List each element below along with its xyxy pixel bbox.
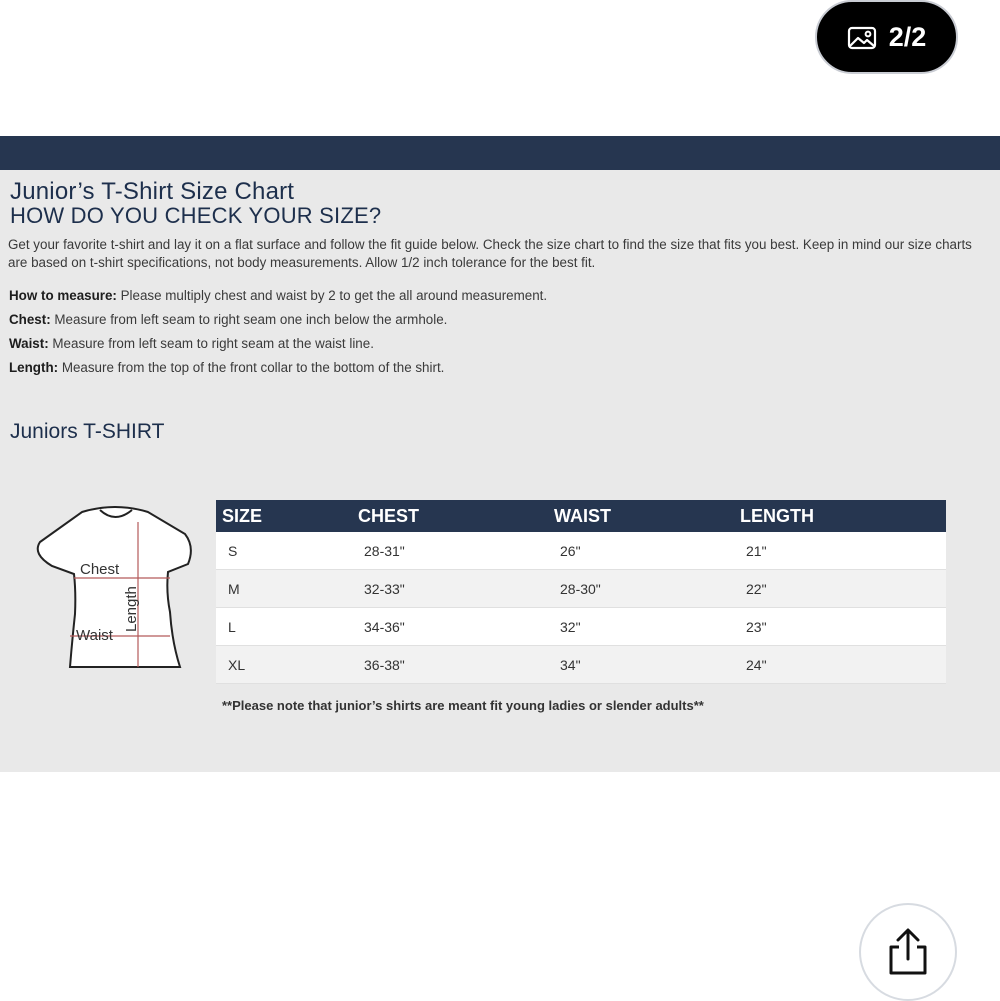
image-counter-text: 2/2 [888,21,927,52]
cell-length: 24" [734,646,946,684]
table-row [216,570,946,608]
cell-chest: 32-33" [352,570,548,608]
waist-label: Waist [76,627,113,644]
measure-instructions [9,284,547,380]
table-header-row [216,500,946,532]
tshirt-diagram [30,502,200,682]
cell-length: 23" [734,608,946,646]
section-title: Juniors T-SHIRT [10,420,165,443]
cell-size: XL [216,646,352,684]
header-bar [0,136,1000,170]
cell-size: M [216,570,352,608]
header-size: SIZE [216,500,352,532]
chart-title: Junior’s T-Shirt Size Chart [10,178,295,205]
header-chest: CHEST [352,500,548,532]
image-counter[interactable] [815,0,958,74]
cell-size: L [216,608,352,646]
table-row [216,532,946,570]
cell-chest: 28-31" [352,532,548,570]
cell-chest: 36-38" [352,646,548,684]
size-chart-image [0,136,1000,772]
cell-length: 21" [734,532,946,570]
share-button[interactable] [859,903,957,1001]
cell-waist: 26" [548,532,734,570]
size-table [216,500,946,684]
cell-size: S [216,532,352,570]
cell-length: 22" [734,570,946,608]
cell-waist: 28-30" [548,570,734,608]
measure-length: Length: Measure from the top of the front collar to the bottom of the shirt. [9,360,445,375]
image-icon [847,23,879,51]
measure-how: How to measure: Please multiply chest and waist by 2 to get the all around measurement. [9,288,548,303]
length-label: Length [123,586,140,632]
footnote: **Please note that junior’s shirts are meant fit young ladies or slender adults** [222,698,704,713]
table-row [216,646,946,684]
chest-label: Chest [80,561,120,578]
table-row [216,608,946,646]
tshirt-outline [38,507,191,667]
header-waist: WAIST [548,500,734,532]
header-length: LENGTH [734,500,946,532]
chart-subtitle: HOW DO YOU CHECK YOUR SIZE? [10,203,382,228]
measure-waist: Waist: Measure from left seam to right seam at the waist line. [9,336,374,351]
measure-chest: Chest: Measure from left seam to right seam one inch below the armhole. [9,312,448,327]
cell-waist: 32" [548,608,734,646]
cell-chest: 34-36" [352,608,548,646]
share-icon [885,927,931,977]
intro-text: Get your favorite t-shirt and lay it on a flat surface and follow the fit guide below. Check the size chart to find the size that fits you best. Keep in mind our size charts are based on t-shirt specifications, not body measurements. Allow 1/2 inch tolerance for the best fit. [8,237,972,270]
cell-waist: 34" [548,646,734,684]
